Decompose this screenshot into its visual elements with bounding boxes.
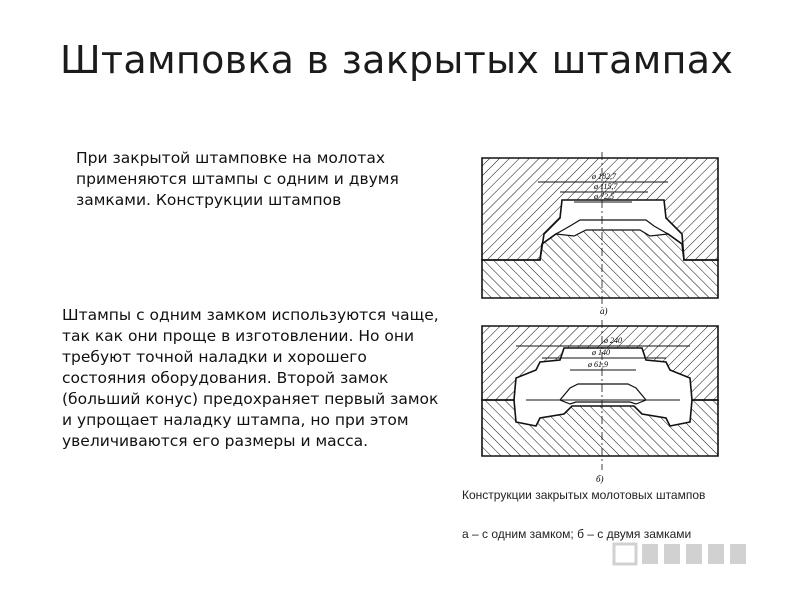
slide-title: Штамповка в закрытых штампах bbox=[60, 38, 734, 82]
single-lock-die-drawing bbox=[482, 152, 718, 316]
double-lock-die-drawing bbox=[482, 320, 718, 484]
dim-text-2: ø 140 bbox=[592, 348, 610, 357]
figure-label-b: б) bbox=[596, 474, 604, 484]
description-paragraph: Штампы с одним замком используются чаще, так как они проще в изготовлении. Но они требуют точной наладки и хорошего состояния оборудования. Второй замок (больший конус) предохраняет первый замок и упрощает наладку штампа, но при этом увеличиваются его размеры и масса. bbox=[62, 306, 439, 450]
dim-text-1: ø 182,7 bbox=[592, 172, 616, 181]
forging bbox=[560, 384, 646, 404]
watermark-logo-icon bbox=[612, 538, 762, 570]
dim-text-2: ø 115,7 bbox=[594, 182, 618, 191]
figure-label-a: а) bbox=[600, 306, 608, 316]
lower-die-half bbox=[482, 400, 718, 456]
dim-text-3: ø 61,9 bbox=[588, 360, 608, 369]
die-drawing-figure bbox=[470, 148, 730, 488]
figure-caption-legend: а – с одним замком; б – с двумя замками bbox=[462, 527, 692, 541]
dim-text-3: ø 72,5 bbox=[594, 192, 614, 201]
intro-paragraph: При закрытой штамповке на молотах применяются штампы с одним и двумя замками. Конструкции штампов bbox=[76, 149, 399, 209]
figure-caption-title: Конструкции закрытых молотовых штампов bbox=[462, 488, 706, 502]
dim-text-1: ø 240 bbox=[604, 336, 622, 345]
